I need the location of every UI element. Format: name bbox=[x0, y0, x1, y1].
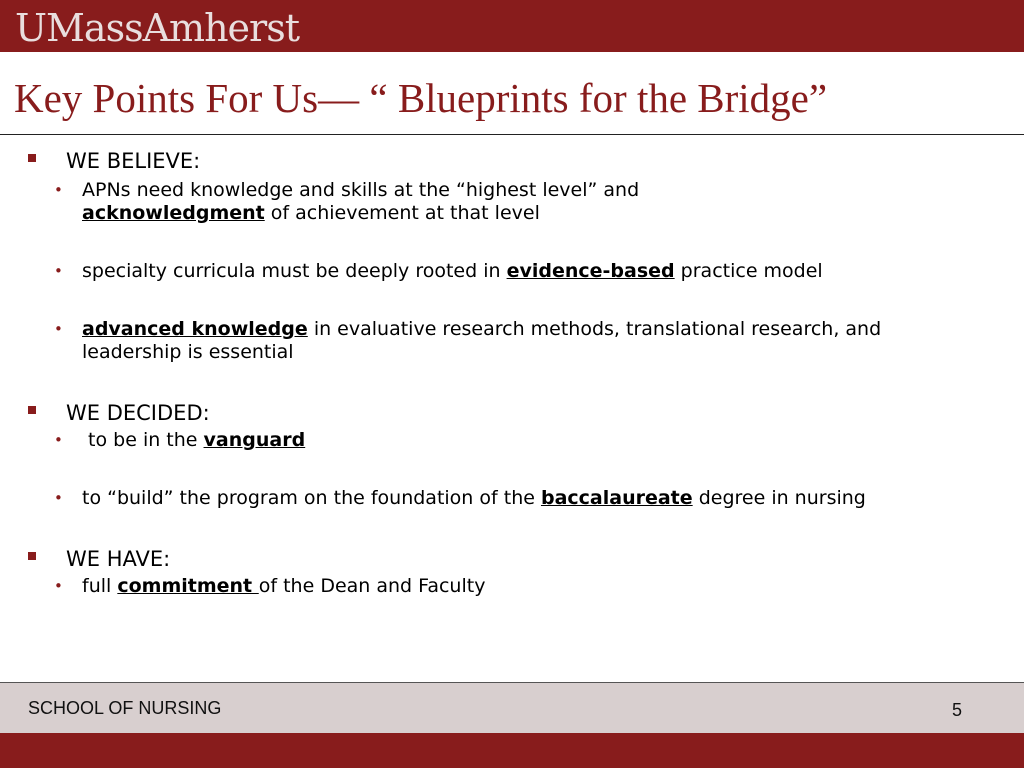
bullet-dot-icon: • bbox=[54, 181, 63, 199]
bullet-dot-icon: • bbox=[54, 431, 63, 449]
square-bullet-icon bbox=[28, 552, 36, 560]
bottom-band bbox=[0, 733, 1024, 768]
title-divider bbox=[0, 134, 1024, 135]
section-heading-text: WE DECIDED: bbox=[66, 401, 210, 425]
page-number: 5 bbox=[951, 700, 962, 720]
bullet-dot-icon: • bbox=[54, 262, 63, 280]
slide-title: Key Points For Us— “ Blueprints for the Bridge” bbox=[14, 75, 828, 121]
list-item bbox=[54, 260, 962, 283]
bullet-dot-icon: • bbox=[54, 489, 63, 507]
item-text: of the Dean and Faculty bbox=[258, 575, 486, 597]
item-emphasis: evidence-based bbox=[506, 260, 675, 282]
list-item bbox=[54, 575, 962, 598]
umass-amherst-logo: UMassAmherst bbox=[15, 6, 299, 50]
item-text: APNs need knowledge and skills at the “highest level” and bbox=[82, 179, 640, 201]
header-band bbox=[0, 0, 1024, 52]
footer-school-label: SCHOOL OF NURSING bbox=[28, 698, 222, 718]
slide-content bbox=[0, 146, 1024, 598]
list-item bbox=[54, 318, 902, 364]
section-heading bbox=[28, 398, 1024, 428]
list-item bbox=[54, 487, 962, 510]
item-emphasis: baccalaureate bbox=[540, 487, 693, 509]
bullet-dot-icon: • bbox=[54, 320, 63, 338]
list-item bbox=[54, 429, 962, 452]
item-text: to be in the bbox=[82, 429, 204, 451]
section-we-believe bbox=[28, 146, 1024, 176]
item-emphasis: commitment bbox=[117, 575, 259, 597]
item-text: full bbox=[82, 575, 118, 597]
footer-bar bbox=[0, 682, 1024, 733]
section-heading-text: WE HAVE: bbox=[66, 547, 171, 571]
section-heading bbox=[28, 146, 1024, 176]
item-text: practice model bbox=[674, 260, 823, 282]
item-text: specialty curricula must be deeply rooted in bbox=[82, 260, 507, 282]
item-emphasis: advanced knowledge bbox=[82, 318, 308, 340]
section-we-have bbox=[28, 544, 1024, 574]
item-text: in evaluative research methods, translational research, and leadership is essential bbox=[82, 318, 882, 363]
square-bullet-icon bbox=[28, 154, 36, 162]
item-emphasis: acknowledgment bbox=[82, 202, 265, 224]
list-item bbox=[54, 179, 962, 225]
item-text: degree in nursing bbox=[692, 487, 866, 509]
item-text: of achievement at that level bbox=[264, 202, 540, 224]
bullet-dot-icon: • bbox=[54, 577, 63, 595]
item-text: to “build” the program on the foundation of the bbox=[82, 487, 541, 509]
section-heading-text: WE BELIEVE: bbox=[66, 149, 201, 173]
square-bullet-icon bbox=[28, 406, 36, 414]
item-emphasis: vanguard bbox=[203, 429, 306, 451]
section-we-decided bbox=[28, 398, 1024, 428]
section-heading bbox=[28, 544, 1024, 574]
